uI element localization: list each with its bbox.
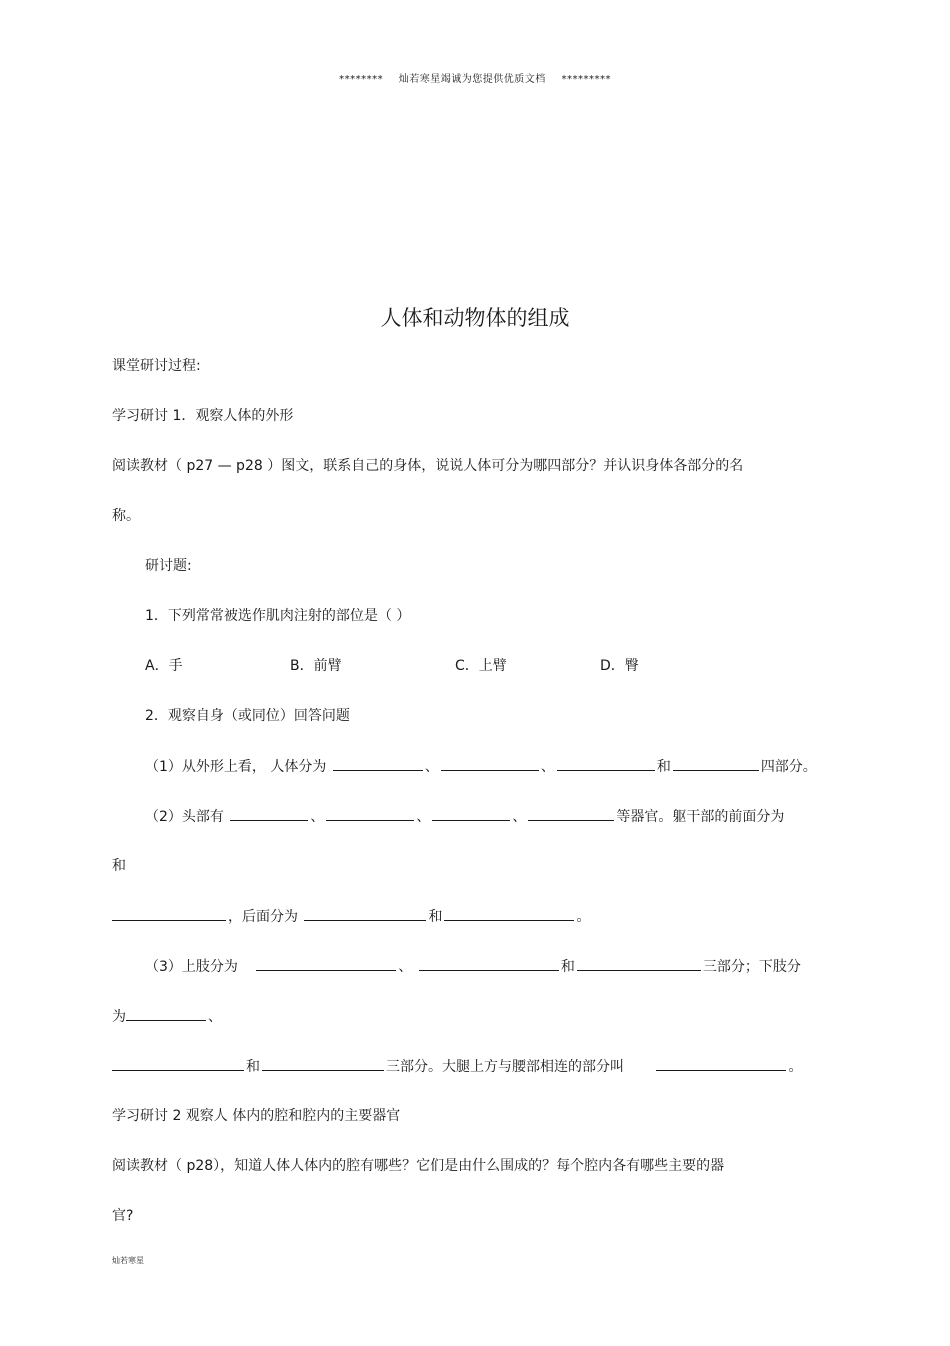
header-stars-right: ********* [561,74,611,85]
page-footer: 灿若寒星 [112,1256,144,1265]
q2-2-prefix: （2）头部有 [145,809,224,825]
q2-1-prefix: （1）从外形上看， 人体分为 [145,759,327,775]
answer-blank[interactable] [262,1056,384,1071]
answer-blank[interactable] [577,956,701,971]
q2-2-sep: 、 [512,809,527,825]
question-2-3b [112,1056,802,1077]
answer-blank[interactable] [112,1056,244,1071]
q2-2-sep: 、 [310,809,325,825]
question-2-3 [145,956,801,977]
q2-2-suffix: 等器官。躯干部的前面分为 [616,809,785,825]
q2-2-and-line: 和 [112,858,126,874]
option-c: C．上臂 [455,658,507,674]
answer-blank[interactable] [557,756,655,771]
q2-1-suffix: 四部分。 [760,759,817,775]
answer-blank[interactable] [419,956,559,971]
q2-3-sep: 、 [398,959,413,975]
study1-reading: 阅读教材（ p27 — p28 ）图文，联系自己的身体，说说人体可分为哪四部分？并认识身体各部分的名 [112,458,744,474]
page-title: 人体和动物体的组成 [380,306,570,330]
answer-blank[interactable] [528,806,614,821]
q2-3-wei-sep: 、 [208,1009,222,1025]
question-2-2b [112,906,590,927]
answer-blank[interactable] [333,756,423,771]
process-heading: 课堂研讨过程: [112,358,201,374]
q1-options [0,656,950,676]
q2-1-sep: 、 [424,759,439,775]
answer-blank[interactable] [112,906,226,921]
study2-heading: 学习研讨 2 观察人 体内的腔和腔内的主要器官 [112,1108,401,1124]
q2-2b-end: 。 [576,909,591,925]
option-a: A．手 [145,658,183,674]
q2-3-wei: 为 [112,1009,126,1025]
page-header [0,70,950,85]
q2-3b-mid: 三部分。大腿上方与腰部相连的部分叫 [386,1059,624,1075]
answer-blank[interactable] [441,756,539,771]
study1-reading-cont: 称。 [112,508,140,524]
answer-blank[interactable] [673,756,759,771]
q2-3-suffix: 三部分；下肢分 [702,959,801,975]
header-text: 灿若寒星竭诚为您提供优质文档 [398,74,546,85]
study2-reading: 阅读教材（ p28），知道人体人体内的腔有哪些？它们是由什么围成的？每个腔内各有哪些主要的器 [112,1158,725,1174]
q2-1-sep: 、 [540,759,555,775]
option-d: D．臀 [600,658,639,674]
q2-1-and: 和 [656,759,671,775]
question-2: 2．观察自身（或同位）回答问题 [145,708,350,724]
study2-reading-cont: 官? [112,1208,134,1224]
q2-3-prefix: （3）上肢分为 [145,959,238,975]
answer-blank[interactable] [444,906,574,921]
q2-3b-and: 和 [246,1059,260,1075]
q2-3b-end: 。 [788,1059,803,1075]
question-1: 1．下列常常被选作肌肉注射的部位是（ ） [145,608,411,624]
option-b: B．前臂 [290,658,342,674]
discussion-label: 研讨题: [145,558,192,574]
question-2-1 [145,756,817,777]
answer-blank[interactable] [656,1056,786,1071]
q2-2-sep: 、 [416,809,431,825]
answer-blank[interactable] [432,806,510,821]
answer-blank[interactable] [256,956,396,971]
q2-2b-mid: ，后面分为 [228,909,298,925]
answer-blank[interactable] [304,906,426,921]
q2-2b-and: 和 [428,909,443,925]
answer-blank[interactable] [230,806,308,821]
answer-blank[interactable] [326,806,414,821]
question-2-3-wei [112,1006,222,1027]
header-stars-left: ******** [339,74,384,85]
question-2-2 [145,806,784,827]
q2-3-and: 和 [560,959,575,975]
answer-blank[interactable] [126,1006,206,1021]
study1-heading: 学习研讨 1．观察人体的外形 [112,408,294,424]
